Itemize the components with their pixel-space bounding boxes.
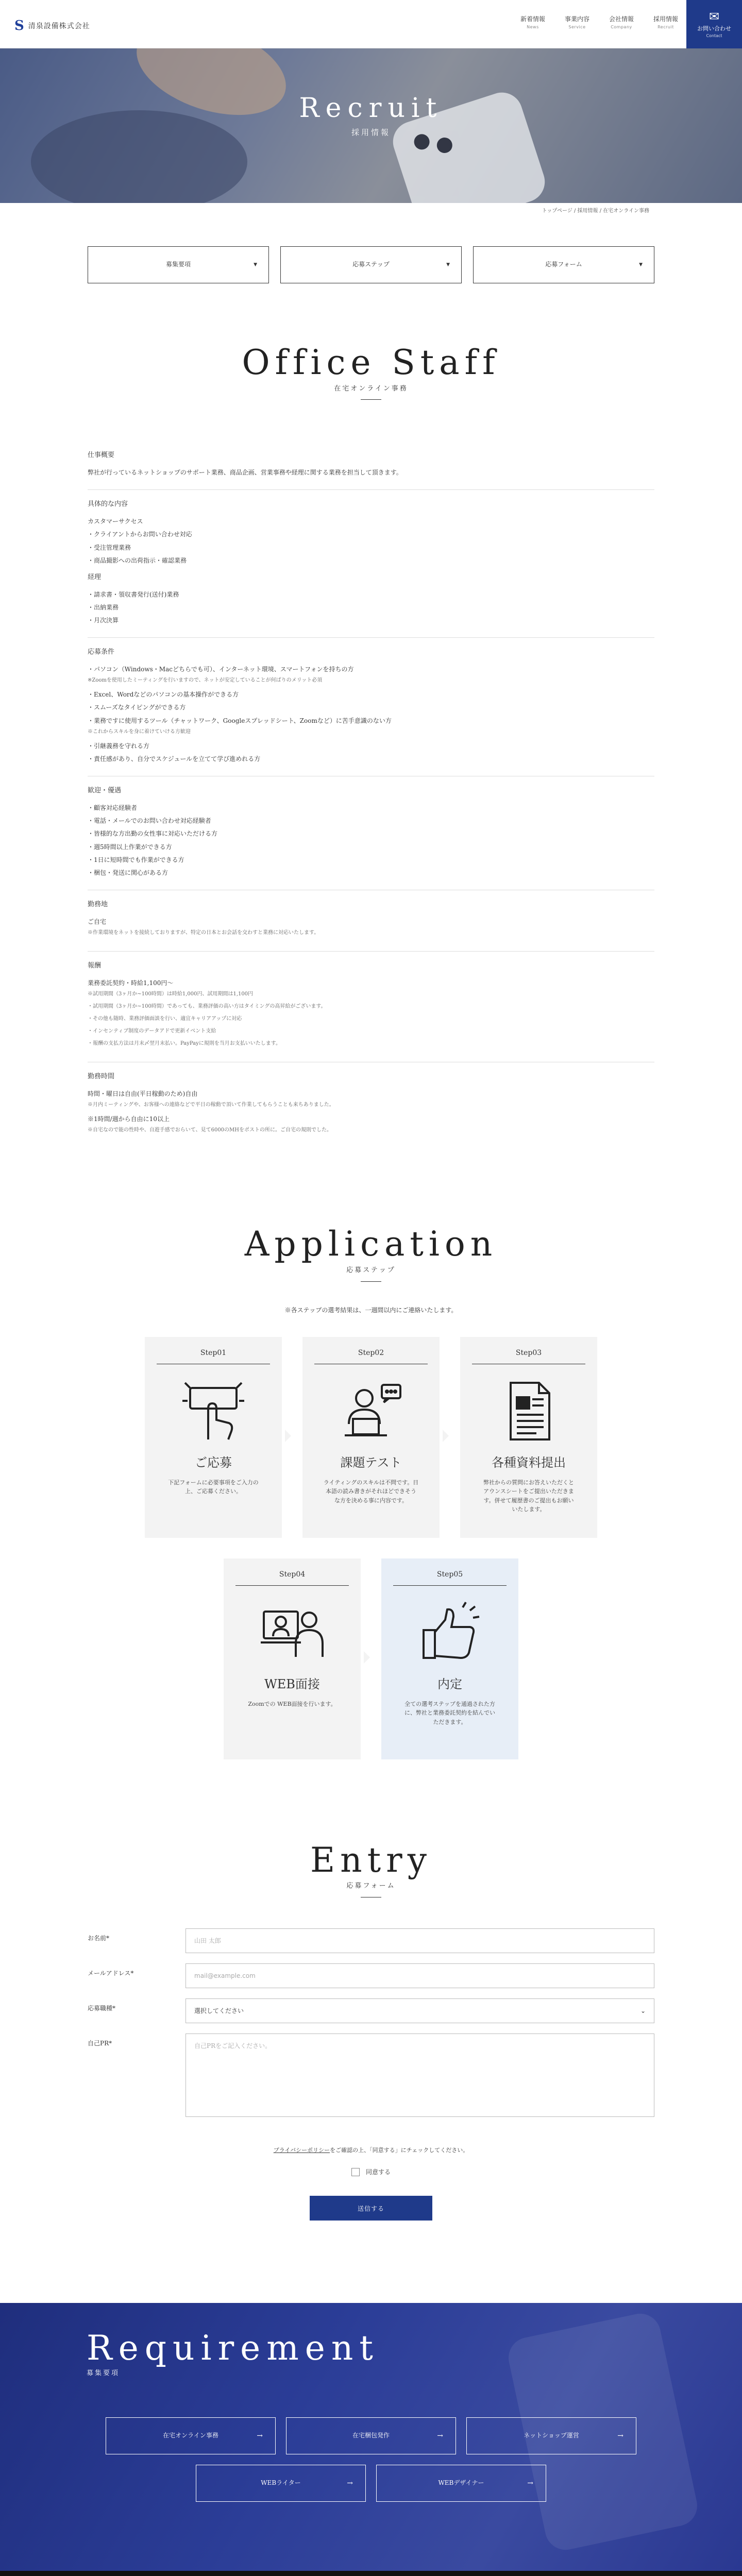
list-item: ・引継義務を守れる方	[88, 742, 150, 750]
step-label: Step01	[200, 1348, 227, 1357]
divider	[361, 1281, 381, 1282]
site-header	[0, 0, 742, 48]
welcome-block	[88, 776, 654, 890]
hours-block	[88, 1062, 654, 1148]
note-text: ・報酬の支払方法は月末〆翌月末払い。PayPayに規則を当月お支払いいたします。	[88, 1041, 281, 1047]
list-item: ・クライアントからお問い合わせ対応	[88, 531, 192, 538]
divider	[361, 399, 381, 400]
step-desc: ライティングのスキルは不問です。日本語の読み書きがそれほどできそうな方を決める事に内容です。	[323, 1479, 419, 1504]
step-title: 各種資料提出	[492, 1455, 566, 1470]
arrow-right-icon: →	[527, 2479, 533, 2487]
section-title-jp: 募集要項	[87, 2369, 120, 2377]
job-overview-block	[88, 441, 654, 489]
name-input[interactable]: 山田 太郎	[185, 1928, 654, 1953]
requirement-link-netshop[interactable]	[466, 2417, 636, 2454]
nav-sublabel: Service	[568, 25, 586, 30]
privacy-notice	[88, 2146, 654, 2155]
link-label: ネットショップ運営	[524, 2432, 579, 2439]
step-label: Step03	[515, 1348, 542, 1357]
step-label: Step04	[279, 1570, 306, 1579]
nav-item-company[interactable]	[609, 14, 634, 31]
field-label: 自己PR*	[88, 2040, 112, 2047]
requirement-links	[0, 2417, 742, 2512]
contact-sublabel: Contact	[706, 33, 722, 39]
breadcrumb[interactable]: トップページ / 採用情報 / 在宅オンライン事務	[542, 208, 649, 214]
section-heading	[0, 1226, 742, 1281]
agree-checkbox[interactable]	[351, 2168, 360, 2176]
section-title-en: Requirement	[87, 2328, 379, 2368]
list-item: ・電話・メールでのお問い合わせ対応経験者	[88, 817, 211, 825]
note-text: ・試用期間（3ヶ月か~100時間）であっても、業務評価の高い方はタイミングの高昇給がございます。	[88, 1004, 326, 1010]
nav-item-recruit[interactable]	[653, 14, 678, 31]
nav-item-service[interactable]	[565, 14, 589, 31]
tab-label: 応募ステップ	[352, 261, 390, 268]
anchor-tabs	[0, 246, 742, 283]
field-label: お名前*	[88, 1935, 110, 1942]
privacy-policy-link[interactable]: プライバシーポリシー	[273, 2147, 330, 2154]
step-label: Step05	[436, 1570, 463, 1579]
block-heading: 報酬	[88, 962, 102, 970]
list-item: ・商品撮影への出荷指示・確認業務	[88, 556, 187, 564]
list-item: ・出納業務	[88, 603, 119, 611]
note-text: ※Zoomを使用したミーティングを行いますので、ネットが安定していることが何ばりのメリット必須	[88, 677, 323, 684]
entry-form	[88, 1928, 654, 2221]
block-text: ※1時間/週から自由に10以上	[88, 1115, 170, 1123]
section-title-jp: 在宅オンライン事務	[334, 384, 408, 393]
field-label: 応募職種*	[88, 2005, 116, 2012]
note-text: ※作業環境をネットを接続しておりますが、特定の日本とお会話を交わすと業務に対応いたします。	[88, 930, 319, 936]
agree-checkbox-row[interactable]	[88, 2167, 654, 2177]
pay-block	[88, 951, 654, 1062]
mail-icon: ✉	[709, 9, 720, 24]
section-heading	[87, 2330, 379, 2379]
step-card	[460, 1337, 597, 1538]
select-value: 選択してください	[194, 2007, 244, 2014]
hero-title-en: Recruit	[299, 93, 443, 124]
form-row	[88, 1998, 654, 2023]
tap-hand-icon	[180, 1378, 247, 1445]
step-title: 内定	[437, 1677, 462, 1692]
nav-sublabel: Recruit	[657, 25, 674, 30]
nav-label: 新着情報	[520, 15, 545, 23]
form-row	[88, 1963, 654, 1988]
list-item: ・梱包・発送に関心がある方	[88, 869, 168, 876]
nav-label: 採用情報	[653, 15, 678, 23]
block-text: ご自宅	[88, 918, 107, 925]
requirement-link-packing[interactable]	[286, 2417, 456, 2454]
entry-section	[0, 1842, 742, 2221]
list-item: ・皆様的な方出勤の女性事に対応いただける方	[88, 830, 218, 838]
link-label: WEBデザイナー	[438, 2479, 484, 2487]
block-text: 弊社が行っているネットショップのサポート業務、商品企画、営業事務や経理に関する業務を担当して頂きます。	[88, 469, 402, 477]
step-card	[302, 1337, 440, 1538]
link-label: 在宅梱包発作	[352, 2432, 390, 2439]
document-icon	[495, 1378, 562, 1445]
list-item: ・月次決算	[88, 617, 119, 624]
arrow-right-icon: →	[257, 2431, 263, 2440]
submit-button[interactable]: 送信する	[310, 2196, 432, 2221]
list-item: ・請求書・領収書発行(送付)業務	[88, 590, 179, 598]
step-title: 課題テスト	[340, 1455, 402, 1470]
thumbs-up-icon	[416, 1599, 483, 1666]
step-card	[145, 1337, 282, 1538]
video-call-icon	[259, 1599, 326, 1666]
application-note: ※各ステップの選考結果は、一週間以内にご連絡いたします。	[284, 1306, 458, 1314]
form-row	[88, 2033, 654, 2117]
nav-sublabel: News	[527, 25, 539, 30]
list-item: ・スムーズなタイピングができる方	[88, 704, 186, 711]
form-row	[88, 1928, 654, 1953]
block-heading: 応募条件	[88, 648, 115, 656]
step-desc: 弊社からの質問にお答えいただくとアウンスシートをご提出いただきます。併せて履歴書のご提出もお願いいたします。	[483, 1479, 574, 1513]
application-section	[0, 1226, 742, 1759]
contact-label: お問い合わせ	[697, 25, 731, 32]
note-text: ・インセンティブ制度のデータアドで更新イベント支給	[88, 1028, 216, 1035]
block-heading: 勤務時間	[88, 1073, 115, 1081]
block-text: 業務委託契約・時給1,100円〜	[88, 979, 174, 987]
step-title: ご応募	[195, 1455, 232, 1470]
section-title-en: Application	[244, 1224, 498, 1264]
logo-name: 清泉設備株式会社	[28, 22, 90, 30]
step-desc: Zoomでの WEB面接を行います。	[248, 1700, 336, 1707]
tab-form[interactable]	[473, 246, 654, 283]
email-input[interactable]: mail@example.com	[185, 1963, 654, 1988]
link-label: 在宅オンライン事務	[163, 2432, 218, 2439]
privacy-text: をご確認の上、「同意する」にチェックしてください。	[330, 2147, 469, 2154]
section-title-jp: 応募フォーム	[346, 1882, 396, 1890]
list-item: ・週5時間以上作業ができる方	[88, 843, 172, 851]
caret-down-icon: ▼	[446, 262, 450, 267]
block-subheading: 経理	[88, 573, 102, 581]
office-staff-section	[0, 344, 742, 1148]
step-card	[381, 1558, 518, 1759]
section-heading	[0, 344, 742, 400]
global-nav	[520, 14, 678, 31]
caret-down-icon: ▼	[639, 262, 643, 267]
hero-title	[0, 94, 742, 139]
step-desc: 下記フォームに必要事項をご入力の上、ご応募ください。	[168, 1479, 259, 1495]
job-details	[88, 441, 654, 1148]
step-card	[224, 1558, 361, 1759]
block-heading: 具体的な内容	[88, 500, 128, 509]
list-item: ・1日に短時間でも作業ができる方	[88, 856, 184, 863]
link-label: WEBライター	[261, 2479, 301, 2487]
note-text: ※試用期間（3ヶ月か~100時間）は時給1,000円、試用期間は1,100円	[88, 991, 254, 997]
logo[interactable]	[14, 15, 90, 37]
section-heading	[0, 1842, 742, 1897]
requirement-link-office[interactable]	[106, 2417, 276, 2454]
tab-requirements[interactable]	[88, 246, 269, 283]
arrow-right-icon: →	[437, 2431, 443, 2440]
laptop-user-icon	[338, 1378, 404, 1445]
nav-label: 事業内容	[564, 15, 589, 23]
step-desc: 全ての選考ステップを通過された方に、弊社と業務委託契約を結んでいただきます。	[404, 1700, 495, 1725]
list-item: ・パソコン（Windows・Macどちらでも可）、インターネット環境、スマートフォンを持ちの方	[88, 666, 354, 673]
location-block	[88, 890, 654, 951]
block-heading: 勤務地	[88, 901, 108, 909]
requirement-link-designer[interactable]	[376, 2465, 546, 2502]
requirement-link-writer[interactable]	[196, 2465, 366, 2502]
block-heading: 歓迎・優遇	[88, 787, 122, 795]
nav-label: 会社情報	[609, 15, 634, 23]
note-text: ※これからスキルを身に着けていける方歓迎	[88, 728, 191, 735]
requirement-section	[0, 2303, 742, 2571]
arrow-right-icon: →	[617, 2431, 623, 2440]
job-type-select[interactable]	[185, 1998, 654, 2023]
site-footer	[0, 2571, 742, 2576]
note-text: ※自宅なので能の性時や、自遊手感でおらいて、見て6000のMHをポストの所に。ご自宅の規則でした。	[88, 1127, 332, 1133]
list-item: ・Excel、Wordなどのパソコンの基本操作ができる方	[88, 691, 239, 699]
tab-steps[interactable]	[280, 246, 462, 283]
caret-down-icon: ▼	[254, 262, 257, 267]
requirements-block	[88, 637, 654, 776]
hero-banner	[0, 48, 742, 203]
agree-label: 同意する	[365, 2168, 391, 2176]
tab-label: 応募フォーム	[545, 261, 582, 268]
section-title-en: Office Staff	[242, 343, 500, 382]
list-item: ・顧客対応経験者	[88, 804, 138, 811]
section-title-jp: 応募ステップ	[346, 1266, 396, 1274]
duties-block	[88, 489, 654, 637]
step-label: Step02	[358, 1348, 384, 1357]
note-text: ※月内ミーティングや、お客様への連絡などで平日の稼動で頂いて作業してもらうことも来ちありました。	[88, 1102, 334, 1108]
list-item: ・受注管理業務	[88, 544, 131, 551]
list-item: ・業務ですに使用するツール（チャットワーク、Googleスプレッドシート、Zoomなど）に苦手意識のない方	[88, 717, 392, 724]
block-text: 時間・曜日は自由(平日稼動のため)自由	[88, 1090, 198, 1097]
field-label: メールアドレス*	[88, 1970, 134, 1977]
list-item: カスタマーサクセス	[88, 518, 143, 526]
section-title-en: Entry	[310, 1840, 432, 1880]
list-item: ・責任感があり、自分でスケジュールを立てて学び進めれる方	[88, 755, 261, 763]
header-contact-button[interactable]	[686, 0, 742, 48]
hero-title-jp: 採用情報	[351, 128, 391, 138]
step-title: WEB面接	[264, 1677, 320, 1692]
note-text: ・その他も随時、業務評価面談を行い、適宜キャリアアップに対応	[88, 1016, 242, 1022]
arrow-right-icon: →	[347, 2479, 353, 2487]
block-heading: 仕事概要	[88, 451, 115, 460]
logo-mark-icon: S	[14, 18, 24, 33]
chevron-down-icon: ⌄	[640, 2007, 646, 2014]
self-pr-textarea[interactable]: 自己PRをご記入ください。	[185, 2033, 654, 2117]
nav-sublabel: Company	[611, 25, 632, 30]
nav-item-news[interactable]	[520, 14, 545, 31]
tab-label: 募集要項	[165, 261, 191, 268]
